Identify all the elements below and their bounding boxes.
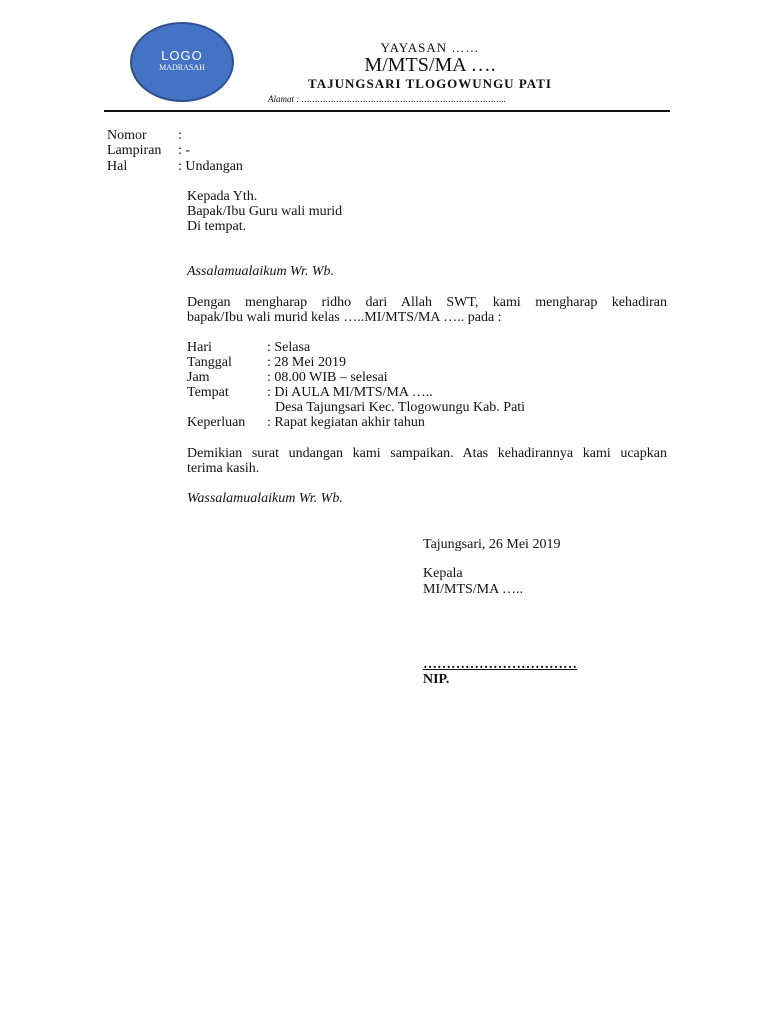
field-lampiran-label: Lampiran: [107, 143, 162, 158]
signature-institution: MI/MTS/MA …..: [423, 582, 523, 597]
address-value: …………………………………………………………………..: [301, 94, 507, 104]
logo-text: LOGO: [161, 48, 203, 63]
signature-nip: NIP.: [423, 672, 450, 687]
detail-label: Hari: [187, 340, 212, 355]
field-hal-label: Hal: [107, 159, 128, 174]
intro-line: Dengan mengharap ridho dari Allah SWT, kami mengharap kehadiran: [187, 295, 667, 310]
foundation-name: YAYASAN ……: [380, 40, 480, 55]
school-address: [268, 94, 506, 104]
intro-line: bapak/Ibu wali murid kelas …..MI/MTS/MA ….. pada :: [187, 310, 502, 325]
detail-label: Jam: [187, 370, 210, 385]
logo-subtext: MADRASAH: [159, 63, 205, 72]
greeting: Assalamualaikum Wr. Wb.: [187, 264, 334, 279]
detail-value: : Selasa: [267, 340, 311, 355]
closing-line: terima kasih.: [187, 461, 260, 476]
farewell: Wassalamualaikum Wr. Wb.: [187, 491, 343, 506]
detail-value: : Rapat kegiatan akhir tahun: [267, 415, 425, 430]
detail-label: Tanggal: [187, 355, 232, 370]
signature-role: Kepala: [423, 566, 463, 581]
detail-value: : 08.00 WIB – selesai: [267, 370, 388, 385]
signature-place-date: Tajungsari, 26 Mei 2019: [423, 537, 561, 552]
field-hal-value: : Undangan: [178, 159, 243, 174]
letterhead-divider: [104, 110, 670, 112]
recipient-line: Kepada Yth.: [187, 189, 258, 204]
detail-value: : Di AULA MI/MTS/MA …..: [267, 385, 433, 400]
recipient-line: Di tempat.: [187, 219, 247, 234]
field-nomor-value: :: [178, 128, 182, 143]
field-lampiran-value: : -: [178, 143, 191, 158]
address-label: Alamat :: [268, 94, 300, 104]
closing-line: Demikian surat undangan kami sampaikan. Atas kehadirannya kami ucapkan: [187, 446, 667, 461]
school-name: M/MTS/MA ….: [364, 54, 496, 76]
field-nomor-label: Nomor: [107, 128, 147, 143]
intro-paragraph: [187, 295, 667, 325]
detail-label: Tempat: [187, 385, 229, 400]
closing-paragraph: [187, 446, 667, 476]
detail-value: : 28 Mei 2019: [267, 355, 346, 370]
school-logo: [130, 22, 234, 102]
school-location: TAJUNGSARI TLOGOWUNGU PATI: [308, 76, 552, 91]
signature-name: ……………………………: [423, 657, 577, 672]
detail-value: Desa Tajungsari Kec. Tlogowungu Kab. Pati: [275, 400, 526, 415]
recipient-line: Bapak/Ibu Guru wali murid: [187, 204, 343, 219]
detail-label: Keperluan: [187, 415, 246, 430]
